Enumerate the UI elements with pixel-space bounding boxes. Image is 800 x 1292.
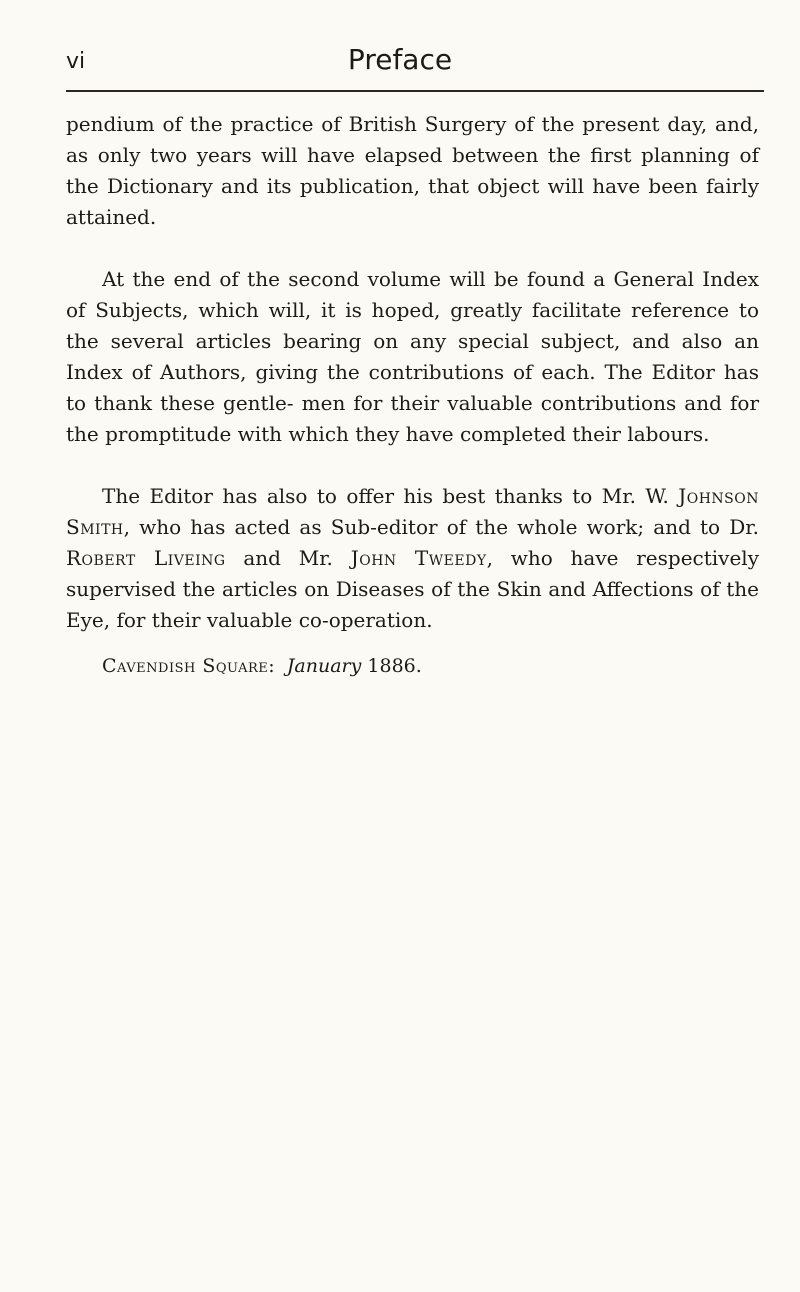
name-robert-liveing: Robert Liveing xyxy=(66,546,226,570)
body-text xyxy=(66,109,759,682)
paragraph-3-text-3: and Mr. xyxy=(225,546,351,570)
signature-separator: : xyxy=(268,655,275,677)
signature-month: January xyxy=(286,655,362,677)
name-johnson-smith: Johnson Smith xyxy=(66,484,759,539)
running-title: Preface xyxy=(347,43,453,76)
name-john-tweedy: John Tweedy xyxy=(350,546,487,570)
paragraph-2: At the end of the second volume will be found a General Index of Subjects, which will, it is hoped, greatly facilitate reference to the several articles bearing on any special subject, and also an Index of Authors, giving the contributions of each. The Editor has to thank these gentle- men for their valuable contributions and for the promptitude with which they have completed their labours. xyxy=(66,267,759,446)
signature-year: 1886. xyxy=(367,655,422,677)
signature-place: Cavendish Square xyxy=(102,655,269,677)
paragraph-1: pendium of the practice of British Surgery of the present day, and, as only two years will have elapsed between the first planning of the Dictionary and its publication, that object will have been fairly attained. xyxy=(66,112,759,229)
paragraph-3 xyxy=(66,481,759,636)
header-rule xyxy=(66,90,764,92)
signature-line xyxy=(66,651,759,682)
paragraph-3-text-2: , who has acted as Sub-editor of the whole work; and to Dr. xyxy=(123,515,759,539)
paragraph-3-text-4: , who have respectively supervised the articles on Diseases of the Skin and Affections of the Eye, for their valuable co-operation. xyxy=(66,546,759,632)
paragraph-3-text-1: The Editor has also to offer his best thanks to Mr. W. xyxy=(102,484,679,508)
page-number: vi xyxy=(66,49,86,74)
